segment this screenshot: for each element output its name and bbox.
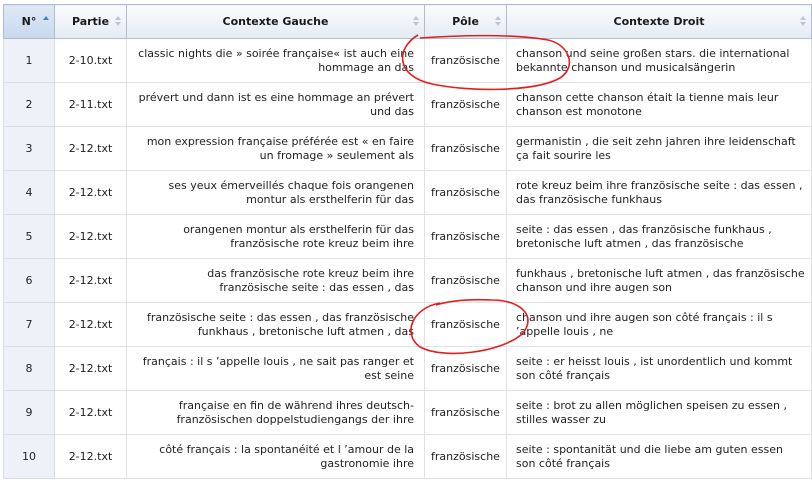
row-number-cell: 8 bbox=[4, 347, 55, 391]
sort-ascending-icon bbox=[43, 16, 50, 28]
row-number-cell: 1 bbox=[4, 39, 55, 83]
column-header-pole-label: Pôle bbox=[452, 15, 479, 28]
column-header-num[interactable] bbox=[4, 5, 55, 39]
left-context-cell[interactable]: côté français : la spontanéité et l ’amour de la gastronomie ihre bbox=[127, 435, 425, 479]
table-row[interactable] bbox=[4, 435, 812, 479]
table-row[interactable] bbox=[4, 39, 812, 83]
part-cell[interactable]: 2-12.txt bbox=[55, 347, 127, 391]
left-context-cell[interactable]: classic nights die » soirée française« ist auch eine hommage an das bbox=[127, 39, 425, 83]
pole-cell[interactable]: französische bbox=[425, 83, 507, 127]
column-header-right-context[interactable] bbox=[507, 5, 812, 39]
row-number-cell: 10 bbox=[4, 435, 55, 479]
table-row[interactable] bbox=[4, 347, 812, 391]
pole-cell[interactable]: französische bbox=[425, 215, 507, 259]
column-header-part-label: Partie bbox=[71, 15, 110, 28]
column-header-num-label: N° bbox=[21, 15, 37, 28]
pole-cell[interactable]: französische bbox=[425, 303, 507, 347]
sort-icon bbox=[413, 16, 420, 28]
right-context-cell[interactable]: seite : brot zu allen möglichen speisen zu essen , stilles wasser zu bbox=[507, 391, 812, 435]
column-header-left-context[interactable] bbox=[127, 5, 425, 39]
pole-cell[interactable]: französische bbox=[425, 259, 507, 303]
right-context-cell[interactable]: funkhaus , bretonische luft atmen , das französische chanson und ihre augen son bbox=[507, 259, 812, 303]
part-cell[interactable]: 2-12.txt bbox=[55, 215, 127, 259]
sort-icon bbox=[115, 16, 122, 28]
left-context-cell[interactable]: französische seite : das essen , das französische funkhaus , bretonische luft atmen , das bbox=[127, 303, 425, 347]
concordance-table bbox=[3, 4, 812, 479]
column-header-part[interactable] bbox=[55, 5, 127, 39]
part-cell[interactable]: 2-12.txt bbox=[55, 171, 127, 215]
pole-cell[interactable]: französische bbox=[425, 171, 507, 215]
right-context-cell[interactable]: seite : er heisst louis , ist unordentlich und kommt son côté français bbox=[507, 347, 812, 391]
pole-cell[interactable]: französische bbox=[425, 127, 507, 171]
row-number-cell: 2 bbox=[4, 83, 55, 127]
part-cell[interactable]: 2-10.txt bbox=[55, 39, 127, 83]
right-context-cell[interactable]: germanistin , die seit zehn jahren ihre leidenschaft ça fait sourire les bbox=[507, 127, 812, 171]
right-context-cell[interactable]: seite : das essen , das französische funkhaus , bretonische luft atmen , das französische bbox=[507, 215, 812, 259]
pole-cell[interactable]: französische bbox=[425, 391, 507, 435]
row-number-cell: 7 bbox=[4, 303, 55, 347]
table-row[interactable] bbox=[4, 259, 812, 303]
row-number-cell: 4 bbox=[4, 171, 55, 215]
left-context-cell[interactable]: prévert und dann ist es eine hommage an prévert und das bbox=[127, 83, 425, 127]
part-cell[interactable]: 2-12.txt bbox=[55, 127, 127, 171]
left-context-cell[interactable]: orangenen montur als ersthelferin für das französische rote kreuz beim ihre bbox=[127, 215, 425, 259]
sort-icon bbox=[495, 16, 502, 28]
right-context-cell[interactable]: chanson cette chanson était la tienne mais leur chanson est monotone bbox=[507, 83, 812, 127]
table-row[interactable] bbox=[4, 215, 812, 259]
sort-icon bbox=[800, 16, 807, 28]
pole-cell[interactable]: französische bbox=[425, 435, 507, 479]
right-context-cell[interactable]: rote kreuz beim ihre französische seite : das essen , das französische funkhaus bbox=[507, 171, 812, 215]
column-header-right-context-label: Contexte Droit bbox=[613, 15, 705, 28]
row-number-cell: 6 bbox=[4, 259, 55, 303]
column-header-pole[interactable] bbox=[425, 5, 507, 39]
pole-cell[interactable]: französische bbox=[425, 347, 507, 391]
table-row[interactable] bbox=[4, 127, 812, 171]
part-cell[interactable]: 2-12.txt bbox=[55, 303, 127, 347]
left-context-cell[interactable]: mon expression française préférée est « en faire un fromage » seulement als bbox=[127, 127, 425, 171]
column-header-left-context-label: Contexte Gauche bbox=[222, 15, 329, 28]
left-context-cell[interactable]: français : il s ’appelle louis , ne sait pas ranger et est seine bbox=[127, 347, 425, 391]
left-context-cell[interactable]: ses yeux émerveillés chaque fois orangenen montur als ersthelferin für das bbox=[127, 171, 425, 215]
row-number-cell: 5 bbox=[4, 215, 55, 259]
part-cell[interactable]: 2-12.txt bbox=[55, 435, 127, 479]
left-context-cell[interactable]: das französische rote kreuz beim ihre französische seite : das essen , das bbox=[127, 259, 425, 303]
row-number-cell: 3 bbox=[4, 127, 55, 171]
table-row[interactable] bbox=[4, 171, 812, 215]
header-row bbox=[4, 5, 812, 39]
pole-cell[interactable]: französische bbox=[425, 39, 507, 83]
part-cell[interactable]: 2-11.txt bbox=[55, 83, 127, 127]
right-context-cell[interactable]: chanson und ihre augen son côté français : il s ’appelle louis , ne bbox=[507, 303, 812, 347]
table-row[interactable] bbox=[4, 303, 812, 347]
row-number-cell: 9 bbox=[4, 391, 55, 435]
part-cell[interactable]: 2-12.txt bbox=[55, 391, 127, 435]
right-context-cell[interactable]: seite : spontanität und die liebe am guten essen son côté français bbox=[507, 435, 812, 479]
table-row[interactable] bbox=[4, 83, 812, 127]
table-row[interactable] bbox=[4, 391, 812, 435]
part-cell[interactable]: 2-12.txt bbox=[55, 259, 127, 303]
left-context-cell[interactable]: française en fin de während ihres deutsch-französischen doppelstudiengangs der ihre bbox=[127, 391, 425, 435]
right-context-cell[interactable]: chanson und seine großen stars. die international bekannte chanson und musicalsängerin bbox=[507, 39, 812, 83]
